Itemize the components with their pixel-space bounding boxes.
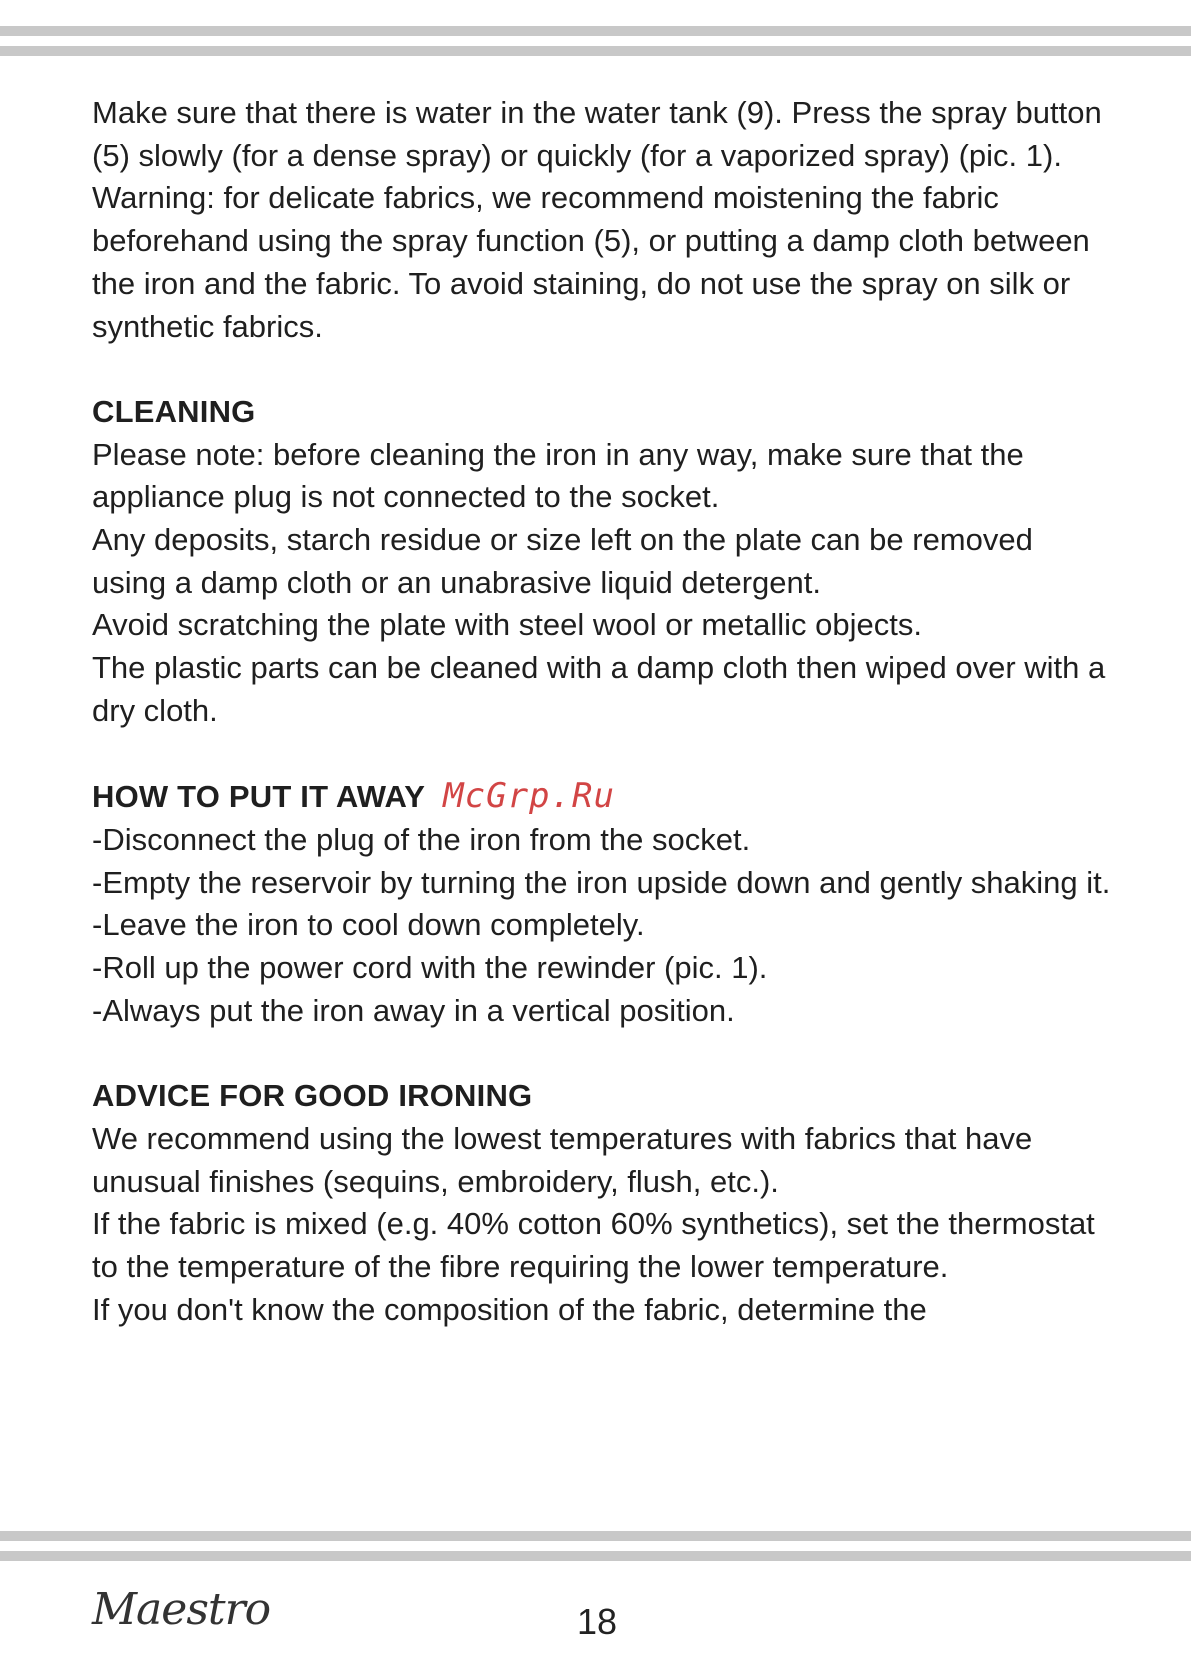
advice-heading: ADVICE FOR GOOD IRONING bbox=[92, 1078, 533, 1114]
put-away-item: -Always put the iron away in a vertical position. bbox=[92, 992, 735, 1028]
bottom-divider-line bbox=[0, 1551, 1191, 1561]
put-away-heading bbox=[92, 775, 1112, 819]
advice-paragraph: If you don't know the composition of the fabric, determine the bbox=[92, 1291, 927, 1327]
section-gap bbox=[92, 733, 1112, 776]
page-number: 18 bbox=[577, 1601, 618, 1642]
put-away-item: -Roll up the power cord with the rewinder (pic. 1). bbox=[92, 950, 768, 986]
cleaning-heading: CLEANING bbox=[92, 393, 256, 429]
warning-paragraph: Warning: for delicate fabrics, we recommend moistening the fabric beforehand using the spray function (5), or putting a damp cloth between the iron and the fabric. To avoid staining, do not use the spray on silk or synthetic fabrics. bbox=[92, 180, 1090, 344]
top-divider-line bbox=[0, 26, 1191, 36]
page-content bbox=[92, 92, 1112, 1331]
cleaning-paragraph: Avoid scratching the plate with steel wool or metallic objects. bbox=[92, 607, 922, 643]
put-away-item: -Empty the reservoir by turning the iron upside down and gently shaking it. bbox=[92, 864, 1111, 900]
put-away-item: -Disconnect the plug of the iron from the socket. bbox=[92, 821, 751, 857]
advice-paragraph: We recommend using the lowest temperatures with fabrics that have unusual finishes (sequins, embroidery, flush, etc.). bbox=[92, 1120, 1033, 1199]
watermark-text: McGrp.Ru bbox=[443, 776, 615, 817]
put-away-heading-text: HOW TO PUT IT AWAY bbox=[92, 779, 426, 815]
put-away-item: -Leave the iron to cool down completely. bbox=[92, 907, 645, 943]
section-gap bbox=[92, 348, 1112, 391]
advice-paragraph: If the fabric is mixed (e.g. 40% cotton 60% synthetics), set the thermostat to the temperature of the fibre requiring the lower temperature. bbox=[92, 1206, 1095, 1284]
top-divider-line bbox=[0, 46, 1191, 56]
brand-logo: Maestro bbox=[92, 1584, 271, 1635]
cleaning-paragraph: Any deposits, starch residue or size left on the plate can be removed using a damp cloth or an unabrasive liquid detergent. bbox=[92, 522, 1033, 600]
body-paragraph: Make sure that there is water in the water tank (9). Press the spray button (5) slowly (for a dense spray) or quickly (for a vaporized spray) (pic. 1). bbox=[92, 95, 1102, 173]
cleaning-paragraph: The plastic parts can be cleaned with a damp cloth then wiped over with a dry cloth. bbox=[92, 650, 1106, 728]
bottom-divider-line bbox=[0, 1531, 1191, 1541]
section-gap bbox=[92, 1032, 1112, 1075]
cleaning-paragraph: Please note: before cleaning the iron in any way, make sure that the appliance plug is not connected to the socket. bbox=[92, 436, 1024, 515]
